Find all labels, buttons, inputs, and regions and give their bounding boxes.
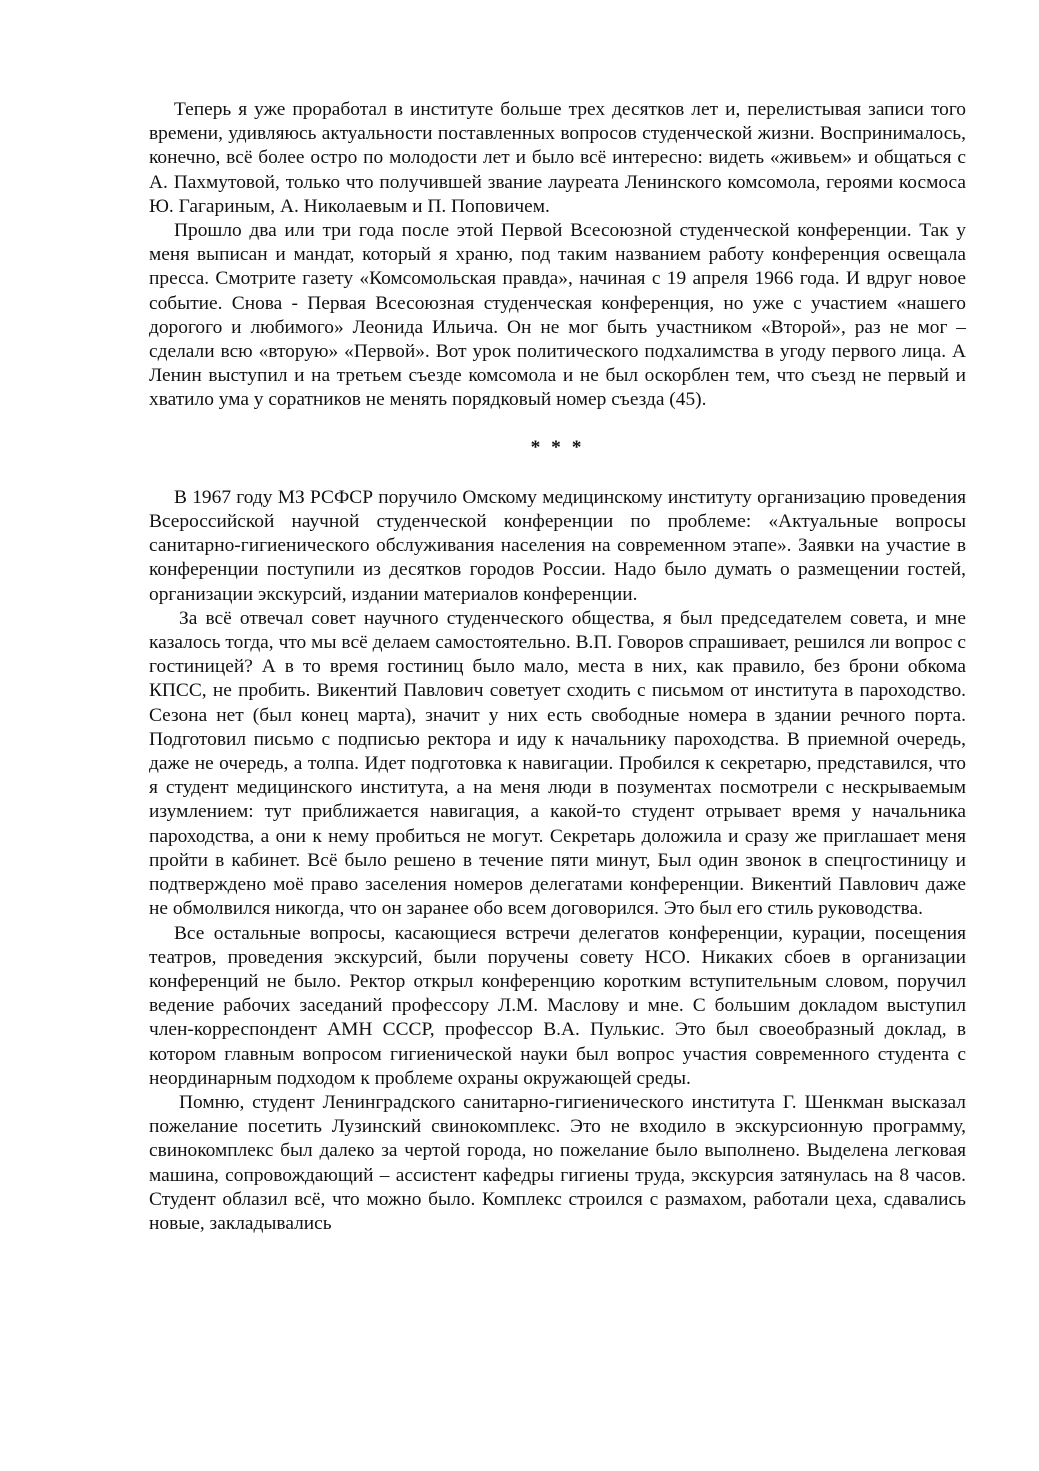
paragraph-excursion: Помню, студент Ленинградского санитарно-гигиенического института Г. Шенкман высказал пожелание посетить Лузинский свинокомплекс. Это не входило в экскурсионную программу, свинокомплекс был далеко за чертой города, но пожелание было выполнено. Выделена легковая машина, сопровождающий – ассистент кафедры гигиены труда, экскурсия затянулась на 8 часов. Студент облазил всё, что можно было. Комплекс строился с размахом, работали цеха, сдавались новые, закладывались [149, 1091, 966, 1234]
section-separator: * * * [530, 436, 585, 458]
paragraph-memories: Теперь я уже проработал в институте больше трех десятков лет и, перелистывая записи того времени, удивляюсь актуальности поставленных вопросов студенческой жизни. Воспринималось, конечно, всё более остро по молодости лет и было всё интересно: видеть «живьем» и общаться с А. Пахмутовой, только что получившей звание лауреата Ленинского комсомола, героями космоса Ю. Гагариным, А. Николаевым и П. Поповичем. [149, 99, 966, 217]
paragraph-first-conference: Прошло два или три года после этой Первой Всесоюзной студенческой конференции. Так у меня выписан и мандат, который я храню, под таким названием работу конференция освещала пресса. Смотрите газету «Комсомольская правда», начиная с 19 апреля 1966 года. И вдруг новое событие. Снова - Первая Всесоюзная студенческая конференция, но уже с участием «нашего дорогого и любимого» Леонида Ильича. Он не мог быть участником «Второй», раз не мог – сделали всю «вторую» «Первой». Вот урок политического подхалимства в угоду первого лица. А Ленин выступил и на третьем съезде комсомола и не был оскорблен тем, что съезд не первый и хватило ума у соратников не менять порядковый номер съезда (45). [149, 220, 966, 411]
paragraph-1967-conference: В 1967 году МЗ РСФСР поручило Омскому медицинскому институту организацию проведения Всероссийской научной студенческой конференции по проблеме: «Актуальные вопросы санитарно-гигиенического обслуживания населения на современном этапе». Заявки на участие в конференции поступили из десятков городов России. Надо было думать о размещении гостей, организации экскурсий, издании материалов конференции. [149, 486, 966, 605]
document-page [149, 98, 966, 1236]
paragraph-hotel-story: За всё отвечал совет научного студенческого общества, я был председателем совета, и мне казалось тогда, что мы всё делаем самостоятельно. В.П. Говоров спрашивает, решился ли вопрос с гостиницей? А в то время гостиниц было мало, места в них, как правило, без брони обкома КПСС, не пробить. Викентий Павлович советует сходить с письмом от института в пароходство. Сезона нет (был конец марта), значит у них есть свободные номера в здании речного порта. Подготовил письмо с подписью ректора и иду к начальнику пароходства. В приемной очередь, даже не очередь, а толпа. Идет подготовка к навигации. Пробился к секретарю, представился, что я студент медицинского института, а на меня люди в позументах посмотрели с нескрываемым изумлением: тут приближается навигация, а какой-то студент отрывает время у начальника пароходства, а они к нему пробиться не могут. Секретарь доложила и сразу же приглашает меня пройти в кабинет. Всё было решено в течение пяти минут, Был один звонок в спецгостиницу и подтверждено моё право заселения номеров делегатами конференции. Викентий Павлович даже не обмолвился никогда, что он заранее обо всем договорился. Это был его стиль руководства. [149, 607, 966, 920]
paragraph-organization: Все остальные вопросы, касающиеся встречи делегатов конференции, курации, посещения театров, проведения экскурсий, были поручены совету НСО. Никаких сбоев в организации конференций не было. Ректор открыл конференцию коротким вступительным словом, поручил ведение рабочих заседаний профессору Л.М. Маслову и мне. С большим докладом выступил член-корреспондент АМН СССР, профессор В.А. Пулькис. Это был своеобразный доклад, в котором главным вопросом гигиенической науки был вопрос участия современного студента с неординарным подходом к проблеме охраны окружающей среды. [149, 922, 966, 1089]
